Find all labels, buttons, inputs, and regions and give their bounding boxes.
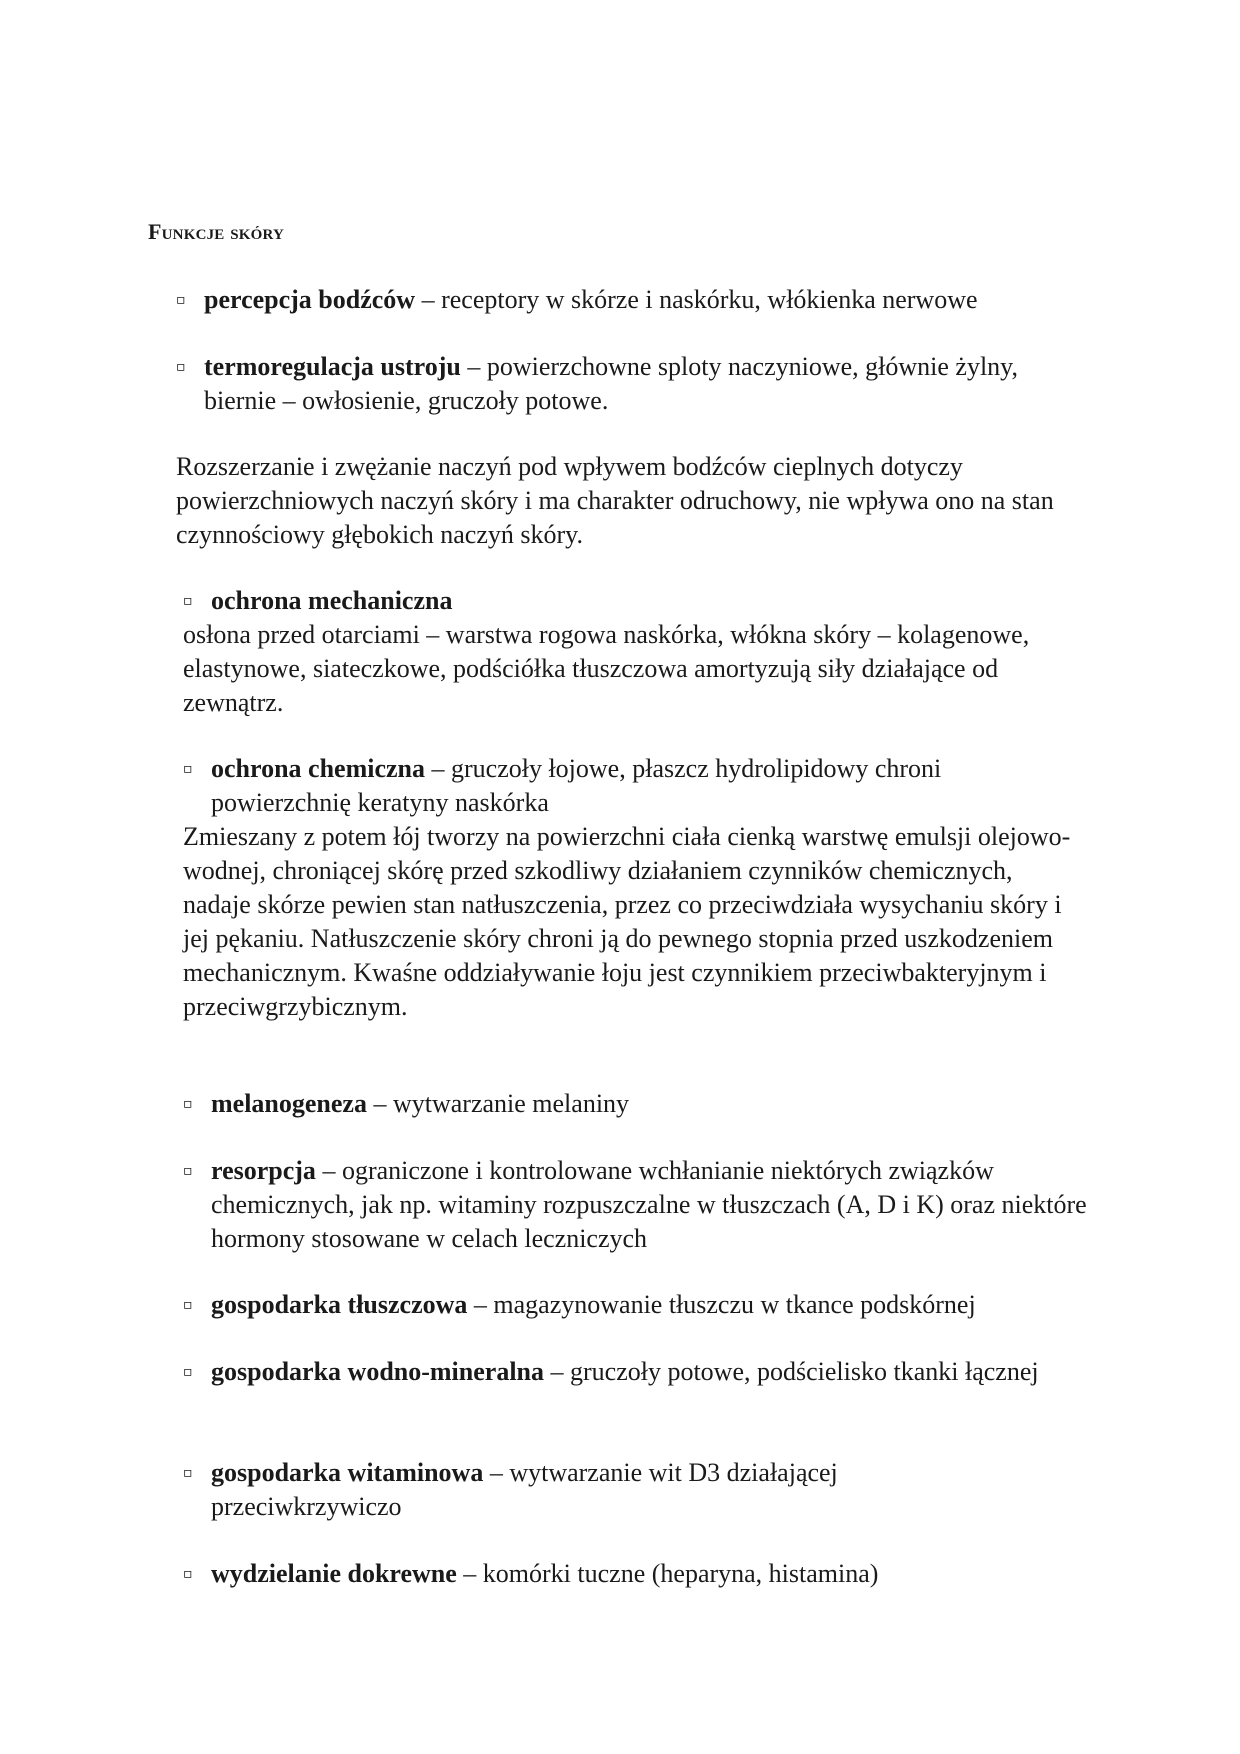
bullet-icon: ▫: [183, 1096, 193, 1112]
item-term: termoregulacja ustroju: [204, 352, 461, 381]
item-description: – wytwarzanie wit D3 działającej przeciwkrzywiczo: [211, 1458, 838, 1521]
list-item-gospodarka-wodno-mineralna: [183, 1355, 1083, 1389]
list-item-percepcja: [176, 283, 1136, 317]
list-item-ochrona-chemiczna: [183, 752, 1083, 820]
item-description: – powierzchowne sploty naczyniowe, głównie żylny, biernie – owłosienie, gruczoły potowe.: [204, 352, 1018, 415]
item-description: – gruczoły łojowe, płaszcz hydrolipidowy chroni powierzchnię keratyny naskórka: [211, 754, 942, 817]
paragraph-chemical-note: Zmieszany z potem łój tworzy na powierzchni ciała cienką warstwę emulsji olejowo-wodnej, chroniącej skórę przed szkodliwy działaniem czynników chemicznych, nadaje skórze pewien stan natłuszczenia, przez co przeciwdziała wysychaniu skóry i jej pękaniu. Natłuszczenie skóry chroni ją do pewnego stopnia przed uszkodzeniem mechanicznym. Kwaśne oddziaływanie łoju jest czynnikiem przeciwbakteryjnym i przeciwgrzybicznym.: [183, 822, 1071, 1021]
item-term: ochrona mechaniczna: [211, 586, 453, 615]
list-item-ochrona-mechaniczna: [183, 584, 1143, 618]
item-description: – wytwarzanie melaniny: [366, 1089, 630, 1118]
item-description: – magazynowanie tłuszczu w tkance podskórnej: [467, 1290, 976, 1319]
bullet-icon: ▫: [183, 1163, 193, 1179]
bullet-icon: ▫: [183, 1465, 193, 1481]
paragraph-termoregulation-note: Rozszerzanie i zwężanie naczyń pod wpływem bodźców cieplnych dotyczy powierzchniowych naczyń skóry i ma charakter odruchowy, nie wpływa ono na stan czynnościowy głębokich naczyń skóry.: [176, 452, 1054, 549]
item-term: resorpcja: [211, 1156, 316, 1185]
bullet-icon: ▫: [183, 593, 193, 609]
item-description: – komórki tuczne (heparyna, histamina): [456, 1559, 879, 1588]
page-title: Funkcje skóry: [148, 219, 285, 244]
list-item-wydzielanie-dokrewne: [183, 1557, 1143, 1591]
item-term: melanogeneza: [211, 1089, 367, 1118]
list-item-resorpcja: [183, 1154, 1113, 1256]
item-term: wydzielanie dokrewne: [211, 1559, 457, 1588]
list-item-gospodarka-witaminowa: [183, 1456, 943, 1524]
bullet-icon: ▫: [176, 359, 186, 375]
bullet-icon: ▫: [183, 1566, 193, 1582]
item-description: – gruczoły potowe, podścielisko tkanki łącznej: [544, 1357, 1039, 1386]
bullet-icon: ▫: [183, 761, 193, 777]
paragraph-mechanical-note: osłona przed otarciami – warstwa rogowa naskórka, włókna skóry – kolagenowe, elastynowe, siateczkowe, podściółka tłuszczowa amortyzują siły działające od zewnątrz.: [183, 620, 1030, 717]
item-term: ochrona chemiczna: [211, 754, 425, 783]
item-term: gospodarka tłuszczowa: [211, 1290, 468, 1319]
list-item-melanogeneza: [183, 1087, 1143, 1121]
bullet-icon: ▫: [183, 1297, 193, 1313]
bullet-icon: ▫: [183, 1364, 193, 1380]
item-term: percepcja bodźców: [204, 285, 416, 314]
list-item-termoregulacja: [176, 350, 1076, 418]
item-description: – receptory w skórze i naskórku, włókienka nerwowe: [415, 285, 978, 314]
item-term: gospodarka witaminowa: [211, 1458, 484, 1487]
item-description: – ograniczone i kontrolowane wchłanianie niektórych związków chemicznych, jak np. witaminy rozpuszczalne w tłuszczach (A, D i K) oraz niektóre hormony stosowane w celach leczniczych: [211, 1156, 1087, 1253]
bullet-icon: ▫: [176, 292, 186, 308]
list-item-gospodarka-tluszczowa: [183, 1288, 1113, 1322]
item-term: gospodarka wodno-mineralna: [211, 1357, 544, 1386]
